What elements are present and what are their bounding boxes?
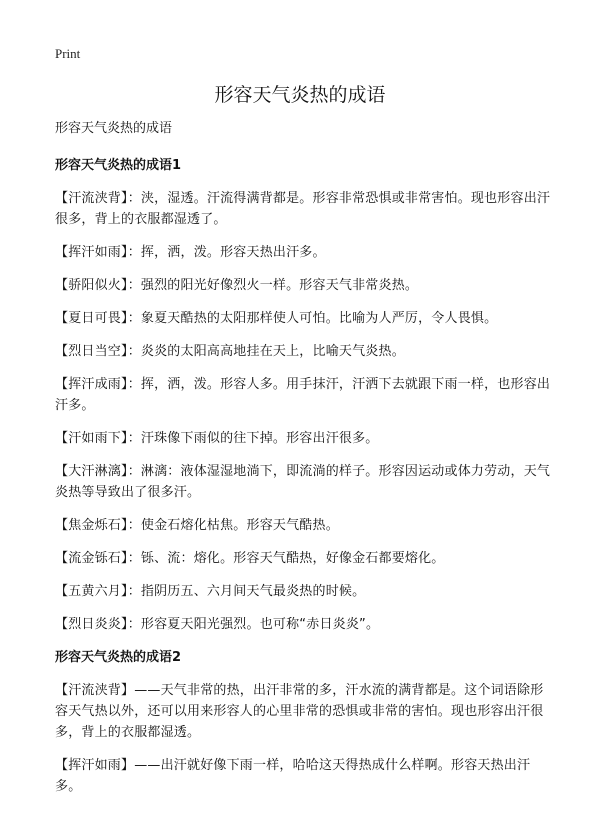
idiom-definition: ——出汗就好像下雨一样，哈哈这天得热成什么样啊。形容天热出汗多。 — [55, 758, 531, 794]
idiom-term: 【夏日可畏】 — [55, 311, 128, 326]
idiom-definition: ：象夏天酷热的太阳那样使人可怕。比喻为人严厉，令人畏惧。 — [127, 311, 498, 326]
idiom-entry — [55, 755, 555, 797]
idiom-term: 【骄阳似火】 — [55, 278, 128, 293]
idiom-entry — [55, 614, 555, 635]
idiom-entry — [55, 308, 555, 329]
idiom-entry — [55, 275, 555, 296]
idiom-entry — [55, 515, 555, 536]
idiom-definition: ：挥，洒，泼。形容天热出汗多。 — [127, 245, 326, 260]
idiom-entry — [55, 581, 555, 602]
idiom-term: 【挥汗成雨】 — [55, 377, 128, 392]
idiom-definition: ：指阴历五、六月间天气最炎热的时候。 — [127, 584, 366, 599]
idiom-term: 【挥汗如雨】 — [55, 245, 128, 260]
idiom-definition: ：浃，湿透。汗流得满背都是。形容非常恐惧或非常害怕。现也形容出汗很多，背上的衣服都湿透了。 — [55, 191, 551, 227]
section-heading: 形容天气炎热的成语2 — [55, 650, 182, 665]
idiom-definition: ：炎炎的太阳高高地挂在天上，比喻天气炎热。 — [127, 344, 405, 359]
idiom-term: 【烈日炎炎】 — [55, 617, 128, 632]
idiom-entry — [55, 341, 555, 362]
document-subtitle: 形容天气炎热的成语 — [55, 121, 173, 136]
idiom-term: 【汗流浃背】 — [55, 683, 135, 698]
idiom-term: 【流金铄石】 — [55, 551, 128, 566]
idiom-entry — [55, 461, 555, 503]
idiom-entry — [55, 188, 555, 230]
section-2 — [55, 647, 555, 797]
idiom-entry — [55, 548, 555, 569]
page-title: 形容天气炎热的成语 — [214, 84, 386, 106]
idiom-entry — [55, 242, 555, 263]
idiom-definition: ：挥，洒，泼。形容人多。用手抹汗，汗洒下去就跟下雨一样，也形容出汗多。 — [55, 377, 551, 413]
idiom-definition: ：形容夏天阳光强烈。也可称“赤日炎炎”。 — [127, 617, 380, 632]
idiom-term: 【五黄六月】 — [55, 584, 128, 599]
idiom-definition: ：铄、流：熔化。形容天气酷热，好像金石都要熔化。 — [127, 551, 445, 566]
idiom-definition: ：使金石熔化枯焦。形容天气酷热。 — [127, 518, 339, 533]
idiom-definition: ：强烈的阳光好像烈火一样。形容天气非常炎热。 — [127, 278, 419, 293]
print-link[interactable]: Print — [55, 46, 81, 61]
section-1 — [55, 155, 555, 635]
idiom-entry — [55, 680, 555, 743]
idiom-term: 【烈日当空】 — [55, 344, 128, 359]
idiom-definition: ：汗珠像下雨似的往下掉。形容出汗很多。 — [127, 431, 379, 446]
idiom-entry — [55, 374, 555, 416]
idiom-term: 【汗流浃背】 — [55, 191, 128, 206]
idiom-term: 【挥汗如雨】 — [55, 758, 135, 773]
section-heading: 形容天气炎热的成语1 — [55, 158, 182, 173]
idiom-term: 【大汗淋漓】 — [55, 464, 128, 479]
idiom-definition: ：淋漓：液体湿湿地淌下，即流淌的样子。形容因运动或体力劳动，天气炎热等导致出了很多汗。 — [55, 464, 551, 500]
document-body — [55, 118, 555, 809]
idiom-term: 【焦金烁石】 — [55, 518, 128, 533]
idiom-definition: ——天气非常的热，出汗非常的多，汗水流的满背都是。这个词语除形容天气热以外，还可以用来形容人的心里非常的恐惧或非常的害怕。现也形容出汗很多，背上的衣服都湿透。 — [55, 683, 544, 740]
idiom-entry — [55, 428, 555, 449]
idiom-term: 【汗如雨下】 — [55, 431, 128, 446]
